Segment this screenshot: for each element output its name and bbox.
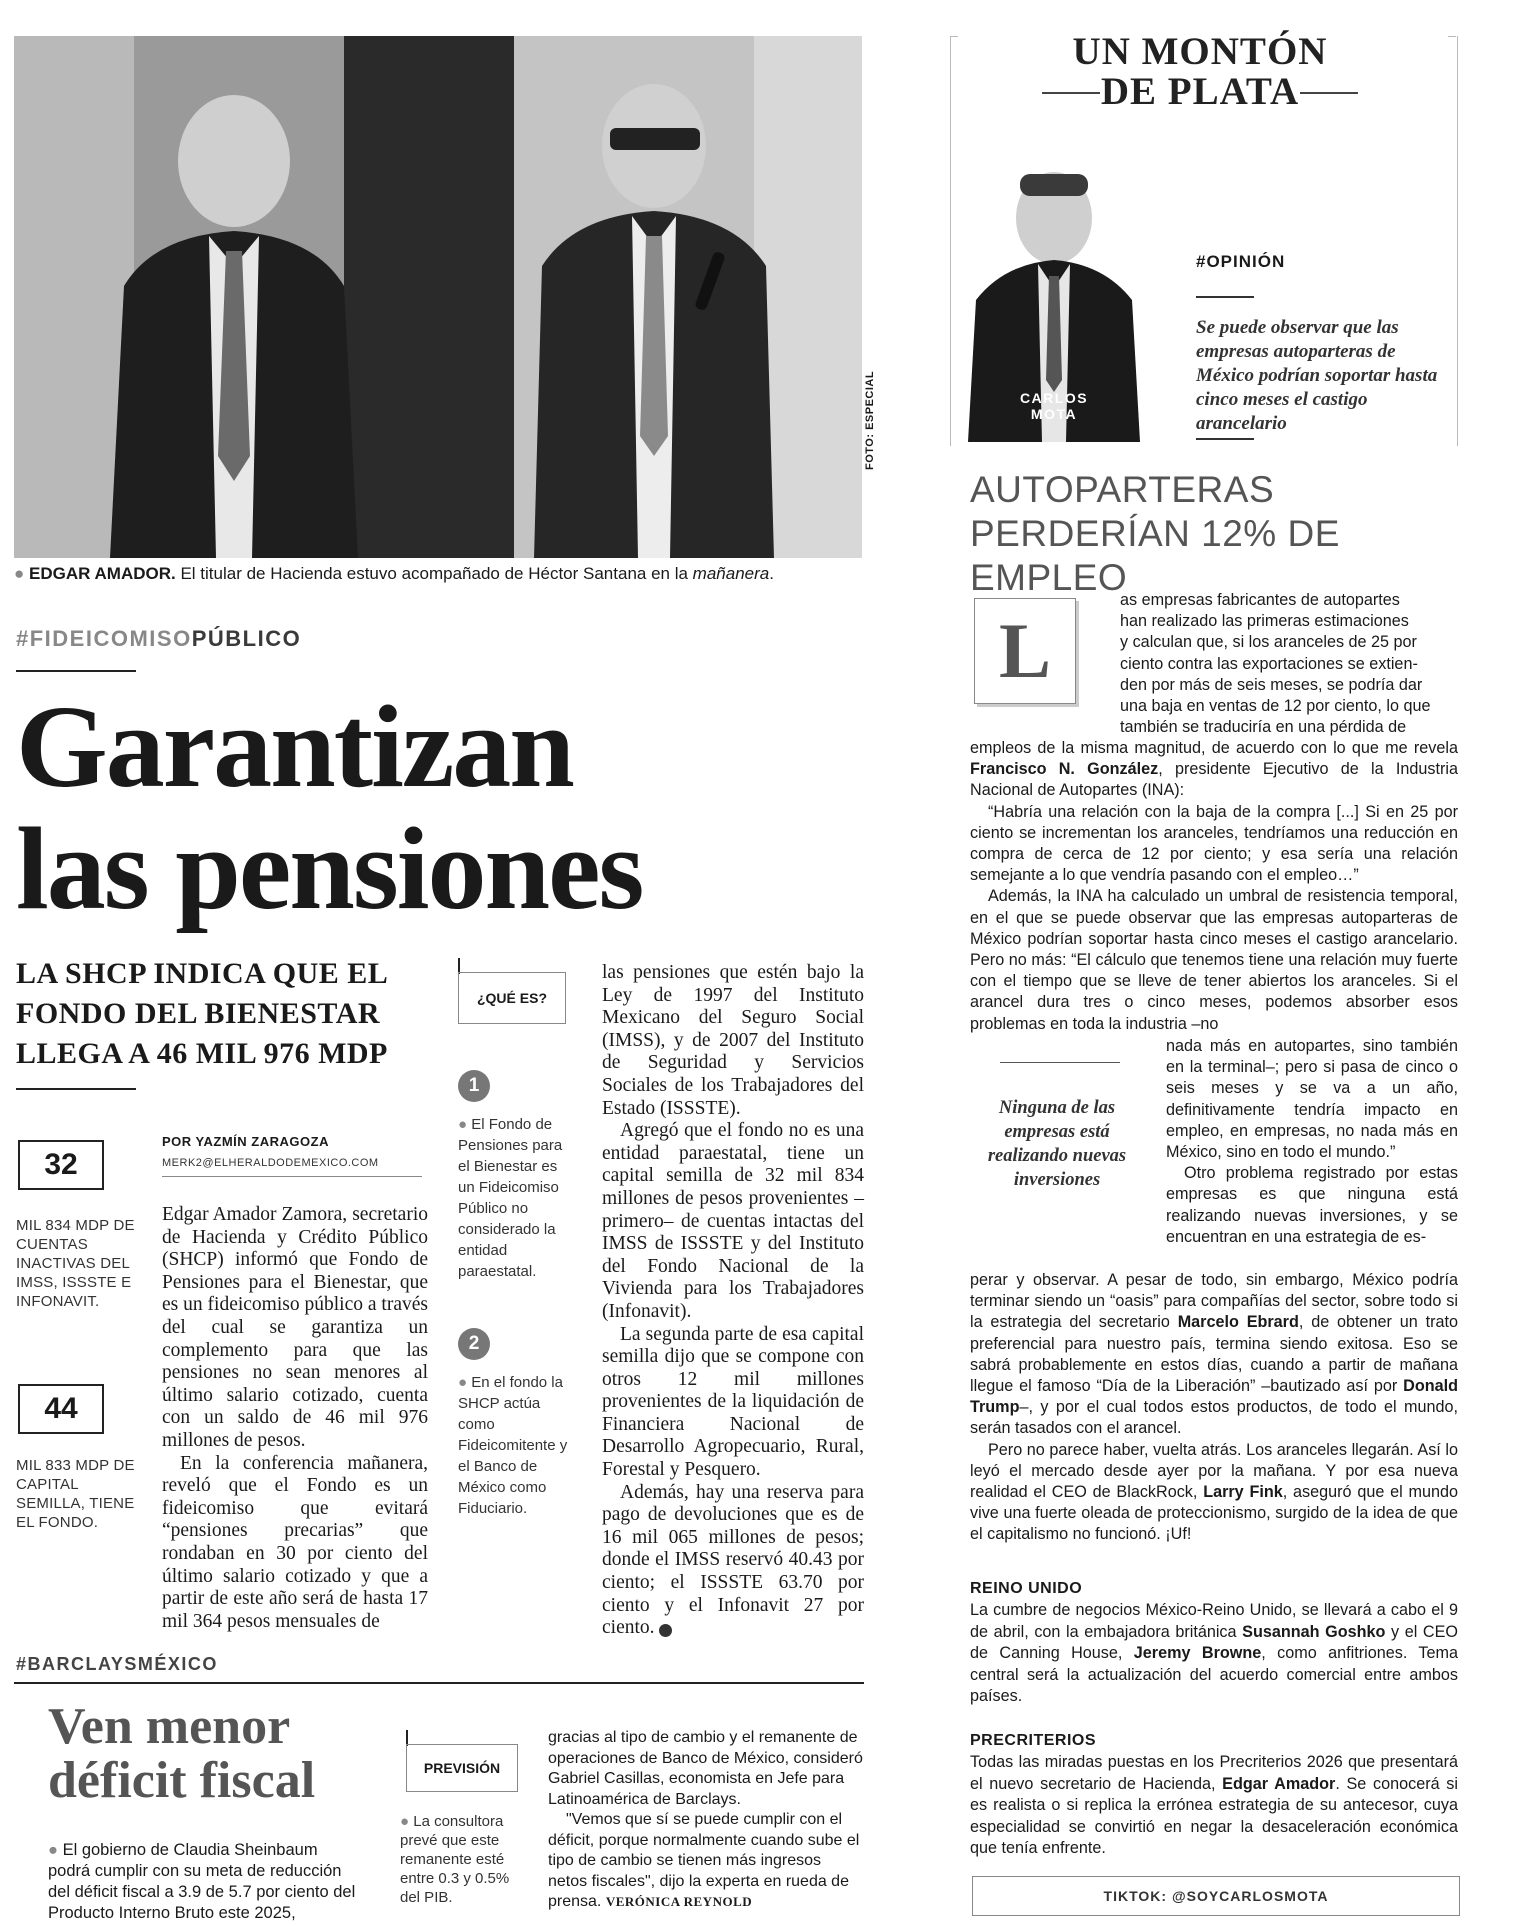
column-headline-1: AUTOPARTERAS: [970, 469, 1275, 510]
barclays-lead: [48, 1840, 358, 1924]
reino-unido-text: [970, 1600, 1458, 1708]
p1-name: Francisco N. González: [970, 760, 1159, 779]
story-column-3: [602, 962, 864, 1640]
prevision-label: PREVISIÓN: [406, 1744, 518, 1792]
dropcap: L: [974, 598, 1076, 704]
barclays-col3-b: "Vemos que sí se puede cumplir con el déficit, porque normalmente cuando sube el tipo de cambio se tienen más ingresos netos fiscales", dijo la experta en rueda de prensa.: [548, 1811, 860, 1910]
bullet-icon: ●: [48, 1841, 63, 1859]
column-headline: [970, 468, 1470, 600]
paragraph: [548, 1810, 864, 1913]
note-number-2: 2: [458, 1328, 490, 1360]
caption-name: EDGAR AMADOR.: [29, 564, 176, 583]
section-precriterios: PRECRITERIOS: [970, 1732, 1097, 1749]
paragraph: Edgar Amador Zamora, secretario de Hacienda y Crédito Público (SHCP) informó que Fondo de Pensiones para el Bienestar, que es un fideicomiso público a través del cual se garantiza un complemento para que las pensiones no sean menores al último salario cotizado, cuenta con un saldo de 46 mil 976 millones de pesos.: [162, 1204, 428, 1451]
barclays-column-3: [548, 1728, 864, 1913]
columnist-name: [1004, 390, 1104, 422]
p4-a: perar y observar. A pesar de todo, sin embargo, México podría terminar siendo un “oasis” para compañías del sector, sobre todo si la estrategia del secretario: [970, 1271, 1458, 1332]
pullquote-rule-top: [1000, 1062, 1120, 1063]
note-1-body: El Fondo de Pensiones para el Bienestar es un Fideicomiso Público no considerado la entidad paraestatal.: [458, 1116, 563, 1280]
p4-name2: Donald Trump: [970, 1377, 1458, 1417]
column-body-top: [970, 738, 1458, 1035]
p5-name: Larry Fink: [1203, 1483, 1283, 1502]
precriterios-text: [970, 1752, 1458, 1860]
p4-name: Marcelo Ebrard: [1177, 1313, 1299, 1332]
column-title-1: UN MONTÓN: [1072, 30, 1328, 73]
paragraph: En la conferencia mañanera, reveló que el Fondo es un fideicomiso que evitará “pensiones precarias” que rondaban en 30 por ciento del último salario cotizado y que a partir de este año será de hasta 17 mil 364 pesos mensuales de: [162, 1452, 428, 1632]
bullet-icon: ●: [14, 564, 25, 583]
column-title: [1050, 32, 1350, 112]
story-column-1: [162, 1204, 428, 1633]
prec-name: Edgar Amador: [1222, 1774, 1336, 1793]
paragraph: [602, 1482, 864, 1640]
reino-c: , como anfitriones. Tema central será la actualización del acuerdo comercial entre ambos países.: [970, 1644, 1459, 1705]
paragraph: [970, 738, 1458, 802]
bullet-icon: ●: [400, 1813, 414, 1830]
intro-line: una baja en ventas de 12 por ciento, lo que: [1120, 697, 1431, 716]
title-rule-right: [1300, 92, 1358, 94]
p5-a: Pero no parece haber, vuelta atrás. Los aranceles llegarán. Así lo leyó el mercado desde ayer por la mañana. Y por esa nueva realidad el CEO de BlackRock,: [970, 1440, 1458, 1502]
paragraph: Además, la INA ha calculado un umbral de resistencia temporal, en el que se puede observar que las empresas autoparteras de México podrían soportar hasta cinco meses el castigo arancelario. Pero no más: “El cálculo que tenemos tiene una relación muy fuerte con el tiempo que se lleve de tener abiertos los aranceles. Si el arancel dura tres o cinco meses, podemos absorber esos problemas en toda la industria –no: [970, 887, 1458, 1033]
paragraph: [970, 1270, 1458, 1440]
byline: POR YAZMÍN ZARAGOZA: [162, 1134, 329, 1149]
stat-box-1: 32: [18, 1140, 104, 1190]
pull-quote: Ninguna de las empresas está realizando nuevas inversiones: [987, 1098, 1127, 1190]
p4-c: –, y por el cual todos estos productos, de todo el mundo, serán tasados con el arancel.: [970, 1398, 1458, 1438]
caption-end: .: [769, 564, 774, 583]
stat-text-1: MIL 834 MDP DE CUENTAS INACTIVAS DEL IMSS, ISSSTE E INFONAVIT.: [16, 1217, 135, 1310]
quote-rule: [1196, 438, 1254, 440]
title-rule-left: [1042, 92, 1100, 94]
last-paragraph-text: Además, hay una reserva para pago de devoluciones que es de 16 mil 065 millones de pesos; donde el IMSS reservó 40.43 por ciento; el ISSSTE 63.70 por ciento y el Infonavit 27 por ciento.: [602, 1481, 864, 1639]
caption-italic: mañanera: [692, 564, 770, 583]
bullet-icon: ●: [458, 1116, 472, 1133]
byline-rule: [162, 1176, 422, 1177]
end-mark-icon: H: [659, 1624, 672, 1637]
main-headline: [16, 681, 866, 934]
que-es-label: ¿QUÉ ES?: [458, 972, 566, 1024]
note-text-1: [458, 1114, 568, 1282]
barclays-lead-text: El gobierno de Claudia Sheinbaum podrá cumplir con su meta de reducción del déficit fiscal a 3.9 de 5.7 por ciento del Producto Interno Bruto este 2025,: [48, 1841, 356, 1922]
photo-caption: [14, 564, 864, 584]
subheadline: LA SHCP INDICA QUE EL FONDO DEL BIENESTAR LLEGA A 46 MIL 976 MDP: [16, 957, 388, 1070]
frame-top-left: [950, 36, 958, 37]
paragraph: “Habría una relación con la baja de la compra [...] Si en 25 por ciento se incrementan los aranceles, tendríamos una reducción en compra de cerca de 12 por ciento; y esa sería una relación semejante a lo que vendría pasando con el empleo…”: [970, 802, 1458, 885]
barclays-rule: [14, 1682, 864, 1684]
author-first: CARLOS: [1019, 390, 1089, 406]
paragraph: nada más en autopartes, sino también en la terminal–; pero si pasa de cinco o seis meses y se va a un año, definitivamente tendría impacto en empleo, en empresas, no nada más en México, sino en todo el mundo.”: [1166, 1037, 1458, 1162]
p5-b: , aseguró que el mundo vive una fuerte oleada de proteccionismo, surgido de la idea de que el capitalismo no funcionó. ¡Uf!: [970, 1483, 1458, 1544]
paragraph: Agregó que el fondo no es una entidad paraestatal, tiene un capital semilla de 32 mil 834 millones de pesos provenientes –primero– de cuentas intactas del IMSS de ISSSTE y del Instituto del Fondo Nacional de la Vivienda para los Trabajadores (Infonavit).: [602, 1120, 864, 1322]
stat-box-2: 44: [18, 1384, 104, 1434]
photo-credit: FOTO: ESPECIAL: [864, 370, 876, 470]
headline-line-2: las pensiones: [16, 803, 643, 934]
intro-line: también se traduciría en una pérdida de: [1120, 718, 1407, 737]
paragraph: Otro problema registrado por estas empresas es que ninguna está realizando nuevas inversiones, y se encuentran en una estrategia de es-: [1166, 1164, 1458, 1246]
author-last: MOTA: [1030, 406, 1078, 422]
p4-b: , de obtener un trato preferencial para nuestro país, termina siendo exitosa. Eso se sabrá probablemente en estos días, cuando a partir de mañana llegue el famoso “Día de la Liberación” –bautizado así por: [970, 1313, 1458, 1396]
prevision-text: La consultora prevé que este remanente esté entre 0.3 y 0.5% del PIB.: [400, 1813, 510, 1906]
tiktok-handle[interactable]: TIKTOK: @SOYCARLOSMOTA: [972, 1876, 1460, 1916]
column-body-mid: [1166, 1036, 1458, 1248]
paragraph: La segunda parte de esa capital semilla dijo que se compone con otros 12 mil millones provenientes de la liquidación de Financiera Nacional de Desarrollo Agropecuario, Rural, Forestal y Pesquero.: [602, 1323, 864, 1481]
column-headline-2: PERDERÍAN 12% DE EMPLEO: [970, 513, 1340, 598]
paragraph: las pensiones que estén bajo la Ley de 1997 del Instituto Mexicano del Seguro Social (IMSS), y de 2007 del Instituto de Seguridad y Servicios Sociales de los Trabajadores del Estado (ISSSTE).: [602, 962, 864, 1119]
barclays-hashtag: #BARCLAYSMÉXICO: [16, 1654, 218, 1674]
intro-line: den por más de seis meses, se podría dar: [1120, 675, 1423, 694]
column-title-2-wrap: [1050, 72, 1350, 112]
prec-a: Todas las miradas puestas en los Precriterios 2026 que presentará el nuevo secretario de Hacienda,: [970, 1753, 1458, 1793]
stat-text-2: MIL 833 MDP DE CAPITAL SEMILLA, TIENE EL FONDO.: [16, 1457, 135, 1531]
column-title-2: DE PLATA: [1100, 70, 1300, 113]
barclays-headline-2: déficit fiscal: [48, 1752, 316, 1809]
paragraph: gracias al tipo de cambio y el remanente de operaciones de Banco de México, consideró Gabriel Casillas, economista en Jefe para Latinoamérica de Barclays.: [548, 1729, 863, 1808]
reino-name2: Jeremy Browne: [1133, 1644, 1262, 1662]
note-number-1: 1: [458, 1070, 490, 1102]
opinion-tag: #OPINIÓN: [1196, 252, 1286, 271]
subhead-rule: [16, 1088, 136, 1090]
caption-text: El titular de Hacienda estuvo acompañado de Héctor Santana en la: [175, 564, 693, 583]
opinion-rule: [1196, 296, 1254, 298]
opinion-quote: Se puede observar que las empresas autoparteras de México podrían soportar hasta cinco meses el castigo arancelario: [1196, 317, 1438, 434]
intro-line: ciento contra las exportaciones se extien-: [1120, 654, 1418, 673]
barclays-headline: [48, 1700, 368, 1808]
prevision-note: [400, 1812, 518, 1907]
intro-line: y calculan que, si los aranceles de 25 por: [1120, 633, 1417, 652]
story-hashtag: [16, 626, 301, 652]
p1-b: , presidente Ejecutivo de la Industria Nacional de Autopartes (INA):: [970, 760, 1458, 800]
intro-line: han realizado las primeras estimaciones: [1120, 612, 1409, 631]
news-photo: [14, 36, 862, 558]
prec-b: . Se conocerá si es realista o si replica la errónea estrategia de su antecesor, cuya especialidad se convirtió en negar la desaceleración económica que tenía enfrente.: [970, 1774, 1458, 1857]
photo-illustration: [14, 36, 862, 558]
headline-line-1: Garantizan: [16, 681, 573, 812]
hashtag-rule: [16, 670, 136, 672]
section-reino-unido: REINO UNIDO: [970, 1580, 1083, 1597]
signature: VERÓNICA REYNOLD: [605, 1894, 753, 1909]
paragraph: [970, 1440, 1458, 1546]
reino-b: y el CEO de Canning House,: [970, 1622, 1459, 1662]
barclays-headline-1: Ven menor: [48, 1698, 291, 1755]
hashtag-part-b: PÚBLICO: [191, 626, 302, 651]
bullet-icon: ●: [458, 1374, 472, 1391]
column-body-bottom: [970, 1270, 1458, 1546]
reino-name1: Susannah Goshko: [1242, 1622, 1386, 1641]
intro-line: as empresas fabricantes de autopartes: [1120, 591, 1400, 609]
byline-email[interactable]: MERK2@ELHERALDODEMEXICO.COM: [162, 1157, 379, 1169]
frame-top-right: [1448, 36, 1456, 37]
note-text-2: [458, 1372, 568, 1519]
hashtag-part-a: #FIDEICOMISO: [16, 626, 192, 651]
reino-a: La cumbre de negocios México-Reino Unido, se llevará a cabo el 9 de abril, con la embajadora británica: [970, 1601, 1458, 1641]
note-2-body: En el fondo la SHCP actúa como Fideicomitente y el Banco de México como Fiduciario.: [458, 1374, 568, 1517]
p1-a: empleos de la misma magnitud, de acuerdo con lo que me revela: [970, 739, 1458, 757]
column-intro: [1120, 590, 1458, 738]
